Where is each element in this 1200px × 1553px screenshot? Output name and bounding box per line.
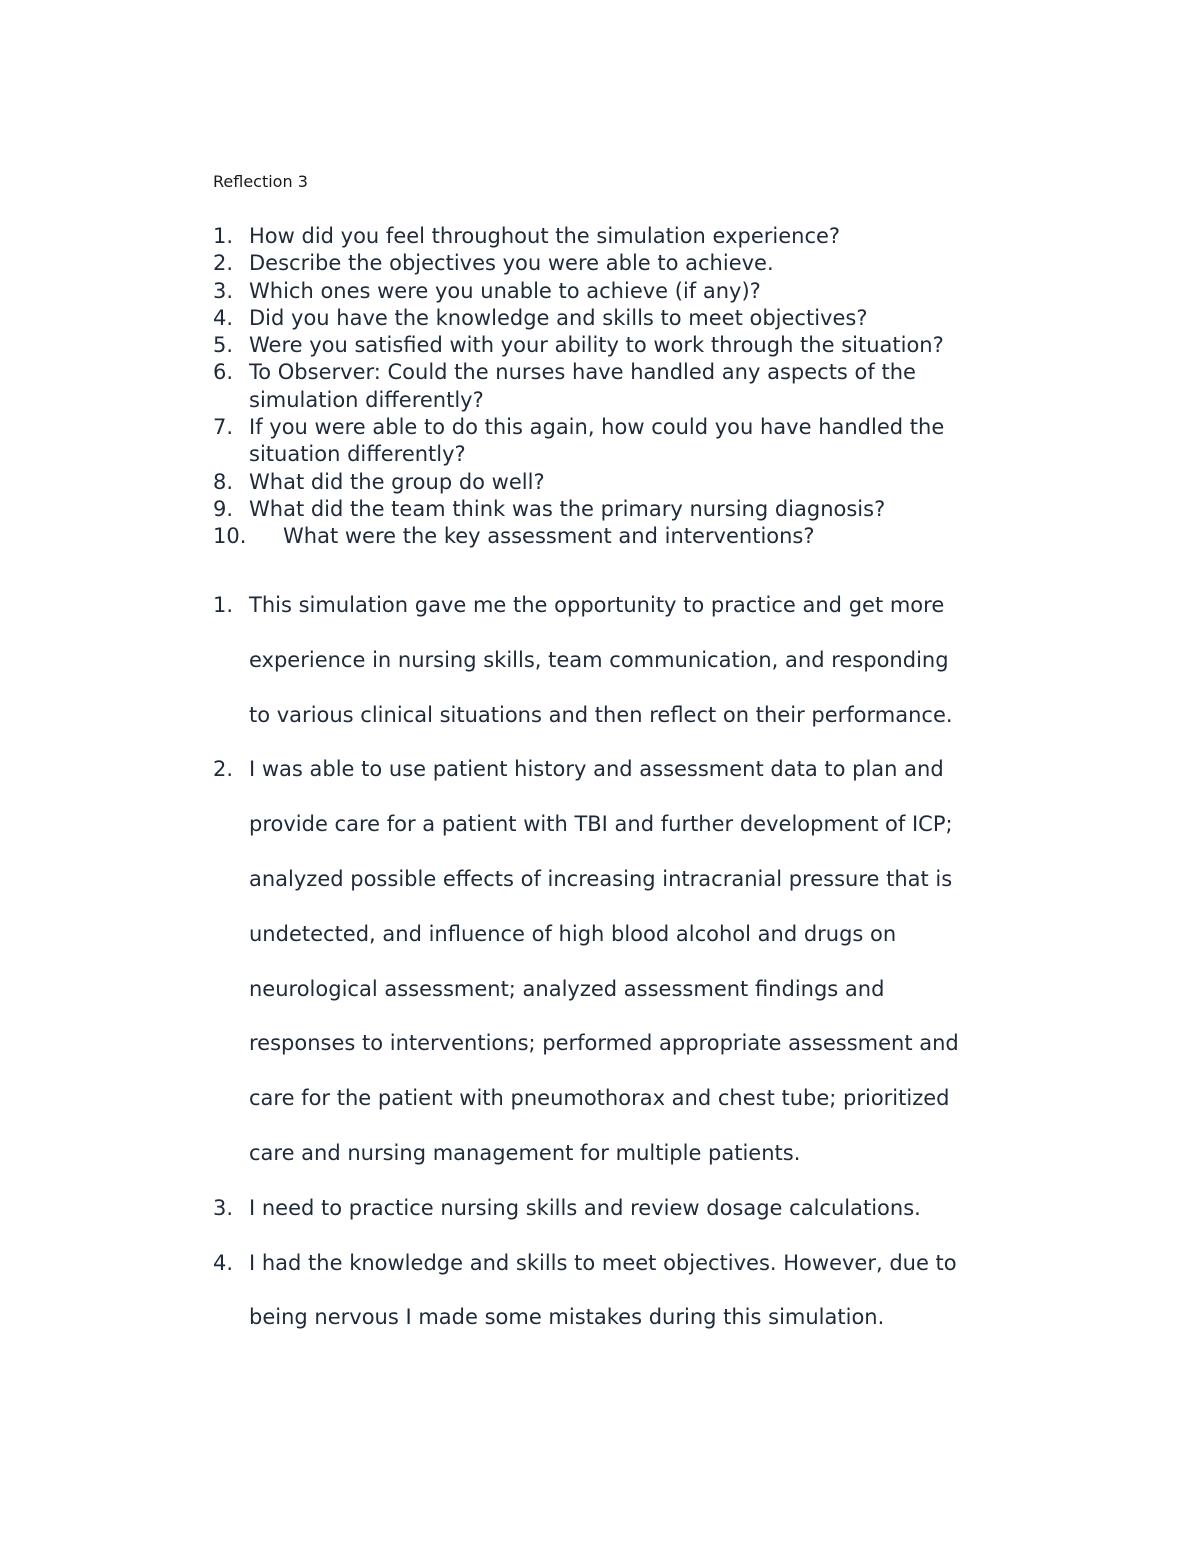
question-item bbox=[213, 496, 1073, 523]
question-number: 5. bbox=[213, 333, 234, 358]
answer-number: 3. bbox=[213, 1195, 234, 1220]
question-item bbox=[213, 250, 1073, 277]
question-text: What were the key assessment and interventions? bbox=[283, 524, 815, 549]
answer-number: 1. bbox=[213, 593, 234, 617]
answer-item bbox=[213, 1236, 1073, 1346]
question-item bbox=[213, 414, 1073, 469]
answer-item bbox=[213, 578, 1073, 742]
question-text: Did you have the knowledge and skills to meet objectives? bbox=[249, 305, 868, 330]
question-item bbox=[213, 469, 1073, 496]
question-number: 2. bbox=[213, 251, 234, 276]
answer-text: I had the knowledge and skills to meet objectives. However, due to being nervous I made some mistakes during this simulation. bbox=[249, 1250, 957, 1330]
answer-list bbox=[213, 578, 1073, 1345]
question-number: 4. bbox=[213, 305, 234, 330]
document-title: Reflection 3 bbox=[213, 172, 308, 191]
answer-number: 2. bbox=[213, 757, 234, 782]
question-text: How did you feel throughout the simulation experience? bbox=[249, 224, 841, 248]
answer-item bbox=[213, 742, 1073, 1180]
question-number: 9. bbox=[213, 496, 234, 521]
question-item bbox=[213, 223, 1073, 250]
question-text: Were you satisfied with your ability to work through the situation? bbox=[249, 333, 944, 358]
question-text: If you were able to do this again, how could you have handled the situation differently? bbox=[249, 415, 945, 467]
answer-text: I was able to use patient history and assessment data to plan and provide care for a patient with TBI and further development of ICP; analyzed possible effects of increasing intracranial pressure that is undetected, and influence of high blood alcohol and drugs on neurological assessment; analyzed assessment findings and responses to interventions; performed appropriate assessment and care for the patient with pneumothorax and chest tube; prioritized care and nursing management for multiple patients. bbox=[249, 757, 959, 1165]
answer-item bbox=[213, 1181, 1073, 1236]
question-text: Which ones were you unable to achieve (if any)? bbox=[249, 278, 761, 303]
answer-number: 4. bbox=[213, 1250, 234, 1275]
question-number: 3. bbox=[213, 278, 234, 303]
question-text: Describe the objectives you were able to achieve. bbox=[249, 251, 774, 276]
question-text: What did the team think was the primary nursing diagnosis? bbox=[249, 496, 886, 521]
question-item bbox=[213, 523, 1073, 550]
question-number: 10. bbox=[213, 524, 247, 549]
question-number: 7. bbox=[213, 415, 234, 440]
question-item bbox=[213, 359, 1073, 414]
question-item bbox=[213, 278, 1073, 305]
question-number: 1. bbox=[213, 224, 234, 248]
question-item bbox=[213, 305, 1073, 332]
question-number: 6. bbox=[213, 360, 234, 385]
question-item bbox=[213, 332, 1073, 359]
question-number: 8. bbox=[213, 469, 234, 494]
answer-text: I need to practice nursing skills and review dosage calculations. bbox=[249, 1195, 921, 1220]
answer-text: This simulation gave me the opportunity to practice and get more experience in nursing skills, team communication, and responding to various clinical situations and then reflect on their performance. bbox=[249, 593, 953, 727]
question-list bbox=[213, 223, 1073, 551]
question-text: What did the group do well? bbox=[249, 469, 545, 494]
question-text: To Observer: Could the nurses have handled any aspects of the simulation differently? bbox=[249, 360, 916, 412]
